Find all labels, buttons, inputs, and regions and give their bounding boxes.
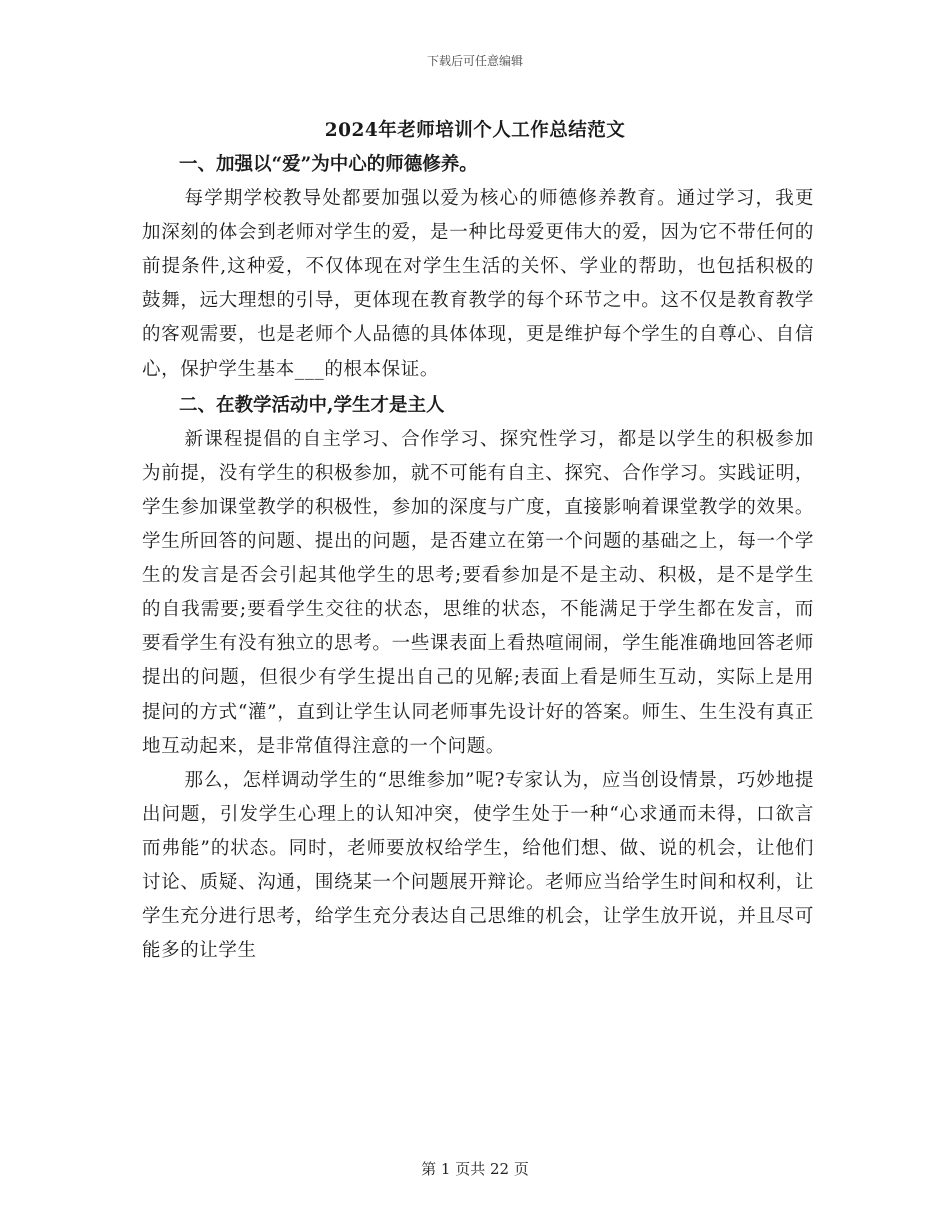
section-heading: 一、加强以“爱”为中心的师德修养。 [179,154,478,175]
document-body [142,146,814,968]
page-header: 下载后可任意编辑 [426,54,523,68]
section-paragraph: 每学期学校教导处都要加强以爱为核心的师德修养教育。通过学习，我更加深刻的体会到老师对学生的爱，是一种比母爱更伟大的爱，因为它不带任何的前提条件,这种爱，不仅体现在对学生生活的关怀、学业的帮助，也包括积极的鼓舞，远大理想的引导，更体现在教育教学的每个环节之中。这不仅是教育教学的客观需要，也是老师个人品德的具体体现，更是维护每个学生的自尊心、自信心，保护学生基本___的根本保证。 [142,188,814,380]
document-title: 2024年老师培训个人工作总结范文 [324,120,626,141]
section-heading: 二、在教学活动中,学生才是主人 [179,394,445,416]
page-footer: 第 1 页共 22 页 [421,1160,529,1178]
section-paragraph: 新课程提倡的自主学习、合作学习、探究性学习，都是以学生的积极参加为前提，没有学生的积极参加，就不可能有自主、探究、合作学习。实践证明，学生参加课堂教学的积极性，参加的深度与广度，直接影响着课堂教学的效果。学生所回答的问题、提出的问题，是否建立在第一个问题的基础之上，每一个学生的发言是否会引起其他学生的思考;要看参加是不是主动、积极，是不是学生的自我需要;要看学生交往的状态，思维的状态，不能满足于学生都在发言，而要看学生有没有独立的思考。一些课表面上看热喧闹闹，学生能准确地回答老师提出的问题，但很少有学生提出自己的见解;表面上看是师生互动，实际上是用提问的方式“灌”，直到让学生认同老师事先设计好的答案。师生、生生没有真正地互动起来，是非常值得注意的一个问题。 [142,428,814,757]
section-paragraph: 那么，怎样调动学生的“思维参加”呢?专家认为，应当创设情景，巧妙地提出问题，引发学生心理上的认知冲突，使学生处于一种“心求通而未得，口欲言而弗能”的状态。同时，老师要放权给学生，给他们想、做、说的机会，让他们讨论、质疑、沟通，围绕某一个问题展开辩论。老师应当给学生时间和权利，让学生充分进行思考，给学生充分表达自己思维的机会，让学生放开说，并且尽可能多的让学生 [142,769,814,962]
